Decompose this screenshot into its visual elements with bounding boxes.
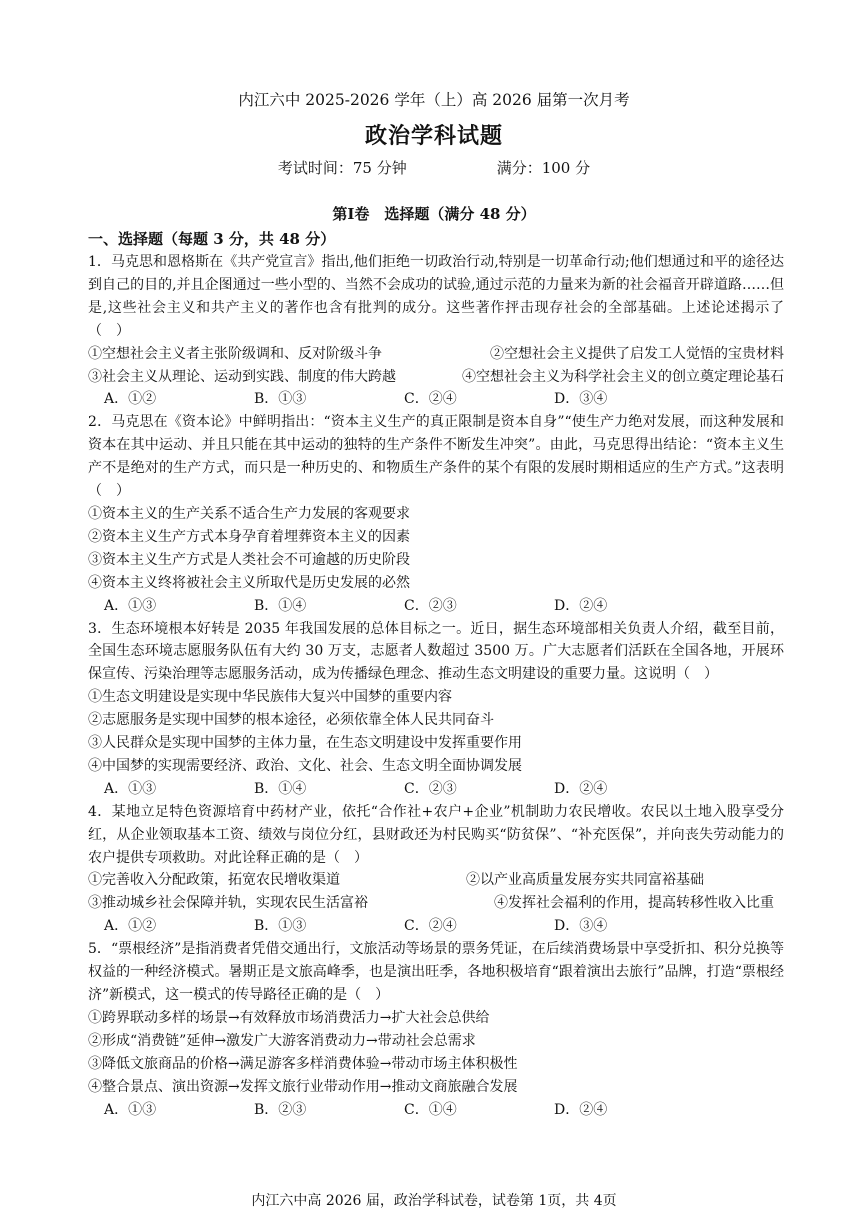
option: ②资本主义生产方式本身孕育着埋葬资本主义的因素 <box>88 528 410 545</box>
answer-choices <box>88 778 784 801</box>
option: ①空想社会主义者主张阶级调和、反对阶级斗争 <box>88 345 382 362</box>
option-row <box>88 366 784 389</box>
option: ③推动城乡社会保障并轨，实现农民生活富裕 <box>88 895 368 912</box>
choice-d: D．②④ <box>554 1101 608 1118</box>
option: ③资本主义生产方式是人类社会不可逾越的历史阶段 <box>88 551 410 568</box>
option: ①完善收入分配政策，拓宽农民增收渠道 <box>88 872 340 889</box>
choice-d: D．③④ <box>554 918 608 935</box>
choice-b: B．①④ <box>254 780 307 797</box>
option-row <box>88 869 784 892</box>
option: ④中国梦的实现需要经济、政治、文化、社会、生态文明全面协调发展 <box>88 757 522 774</box>
option: ④发挥社会福利的作用，提高转移性收入比重 <box>494 895 774 912</box>
choice-b: B．①③ <box>254 391 307 408</box>
option-row <box>88 343 784 366</box>
option: ②志愿服务是实现中国梦的根本途径，必须依靠全体人民共同奋斗 <box>88 712 494 729</box>
choice-b: B．①③ <box>254 918 307 935</box>
question-stem: 1．马克思和恩格斯在《共产党宣言》指出,他们拒绝一切政治行动,特别是一切革命行动;他们想通过和平的途径达到自己的目的,并且企图通过一些小型的、当然不会成功的试验,通过示范的力量来为新的社会福音开辟道路……但是,这些社会主义和共产主义的著作也含有批判的成分。这些著作抨击现存社会的全部基础。上述论述揭示了（ ） <box>88 254 784 339</box>
option-row <box>88 892 784 915</box>
choice-a: A．①② <box>104 391 157 408</box>
choice-c: C．②④ <box>404 391 457 408</box>
choice-b: B．②③ <box>254 1101 307 1118</box>
question-stem: 2．马克思在《资本论》中鲜明指出：“资本主义生产的真正限制是资本自身”“使生产力绝对发展，而这种发展和资本在其中运动、并且只能在其中运动的独特的生产条件不断发生冲突”。由此，马克思得出结论：“资本主义生产不是绝对的生产方式，而只是一种历史的、和物质生产条件的某个有限的发展时期相适应的生产方式。”这表明（ ） <box>88 414 784 500</box>
page-footer: 内江六中高 2026 届，政治学科试卷，试卷第 1页，共 4页 <box>251 1193 617 1209</box>
option: ④资本主义终将被社会主义所取代是历史发展的必然 <box>88 574 410 591</box>
answer-choices <box>88 1099 784 1122</box>
question-1 <box>88 251 784 411</box>
part-title: 第Ⅰ卷 选择题（满分 48 分） <box>332 205 536 223</box>
option: ④整合景点、演出资源→发挥文旅行业带动作用→推动文商旅融合发展 <box>88 1078 518 1095</box>
question-2 <box>88 411 784 617</box>
option: ②空想社会主义提供了启发工人觉悟的宝贵材料 <box>490 345 784 362</box>
question-5 <box>88 938 784 1121</box>
question-stem: 3．生态环境根本好转是 2035 年我国发展的总体目标之一。近日，据生态环境部相关负责人介绍，截至目前，全国生态环境志愿服务队伍有大约 30 万支，志愿者人数超过 3500 万。广大志愿者们活跃在全国各地，开展环保宣传、污染治理等志愿服务活动，成为传播绿色理念、推动生态文明建设的重要力量。这说明（ ） <box>88 620 784 683</box>
choice-c: C．①④ <box>404 1101 457 1118</box>
choice-d: D．③④ <box>554 391 608 408</box>
option: ③社会主义从理论、运动到实践、制度的伟大跨越 <box>88 368 396 385</box>
question-3 <box>88 618 784 801</box>
choice-a: A．①③ <box>104 597 157 614</box>
option: ③降低文旅商品的价格→满足游客多样消费体验→带动市场主体积极性 <box>88 1055 518 1072</box>
exam-time: 考试时间：75 分钟 <box>277 159 407 177</box>
answer-choices <box>88 388 784 411</box>
choice-c: C．②③ <box>404 780 457 797</box>
choice-d: D．②④ <box>554 597 608 614</box>
exam-meta <box>0 157 868 178</box>
option: ④空想社会主义为科学社会主义的创立奠定理论基石 <box>462 368 784 385</box>
answer-choices <box>88 595 784 618</box>
question-list <box>88 251 784 1121</box>
exam-title: 政治学科试题 <box>364 123 503 149</box>
option: ①跨界联动多样的场景→有效释放市场消费活力→扩大社会总供给 <box>88 1009 490 1026</box>
choice-b: B．①④ <box>254 597 307 614</box>
choice-c: C．②③ <box>404 597 457 614</box>
option: ③人民群众是实现中国梦的主体力量，在生态文明建设中发挥重要作用 <box>88 735 522 752</box>
exam-header: 内江六中 2025-2026 学年（上）高 2026 届第一次月考 <box>238 91 630 109</box>
option: ①生态文明建设是实现中华民族伟大复兴中国梦的重要内容 <box>88 689 452 706</box>
option: ②形成“消费链”延伸→激发广大游客消费动力→带动社会总需求 <box>88 1032 476 1049</box>
question-stem: 4．某地立足特色资源培育中药材产业，依托“合作社+农户+企业”机制助力农民增收。农民以土地入股享受分红，从企业领取基本工资、绩效与岗位分红，县财政还为村民购买“防贫保”、“补充医保”，并向丧失劳动能力的农户提供专项救助。对此诠释正确的是（ ） <box>88 803 784 866</box>
choice-a: A．①③ <box>104 780 157 797</box>
option: ①资本主义的生产关系不适合生产力发展的客观要求 <box>88 505 410 522</box>
exam-score: 满分：100 分 <box>496 159 591 177</box>
option: ②以产业高质量发展夯实共同富裕基础 <box>466 872 704 889</box>
choice-a: A．①② <box>104 918 157 935</box>
choice-a: A．①③ <box>104 1101 157 1118</box>
question-4 <box>88 801 784 938</box>
section-title: 一、选择题（每题 3 分，共 48 分） <box>88 230 336 248</box>
choice-c: C．②④ <box>404 918 457 935</box>
answer-choices <box>88 915 784 938</box>
choice-d: D．②④ <box>554 780 608 797</box>
question-stem: 5．“票根经济”是指消费者凭借交通出行，文旅活动等场景的票务凭证，在后续消费场景中享受折扣、积分兑换等权益的一种经济模式。暑期正是文旅高峰季，也是演出旺季，各地积极培育“跟着演出去旅行”品牌，打造“票根经济”新模式，这一模式的传导路径正确的是（ ） <box>88 941 784 1003</box>
